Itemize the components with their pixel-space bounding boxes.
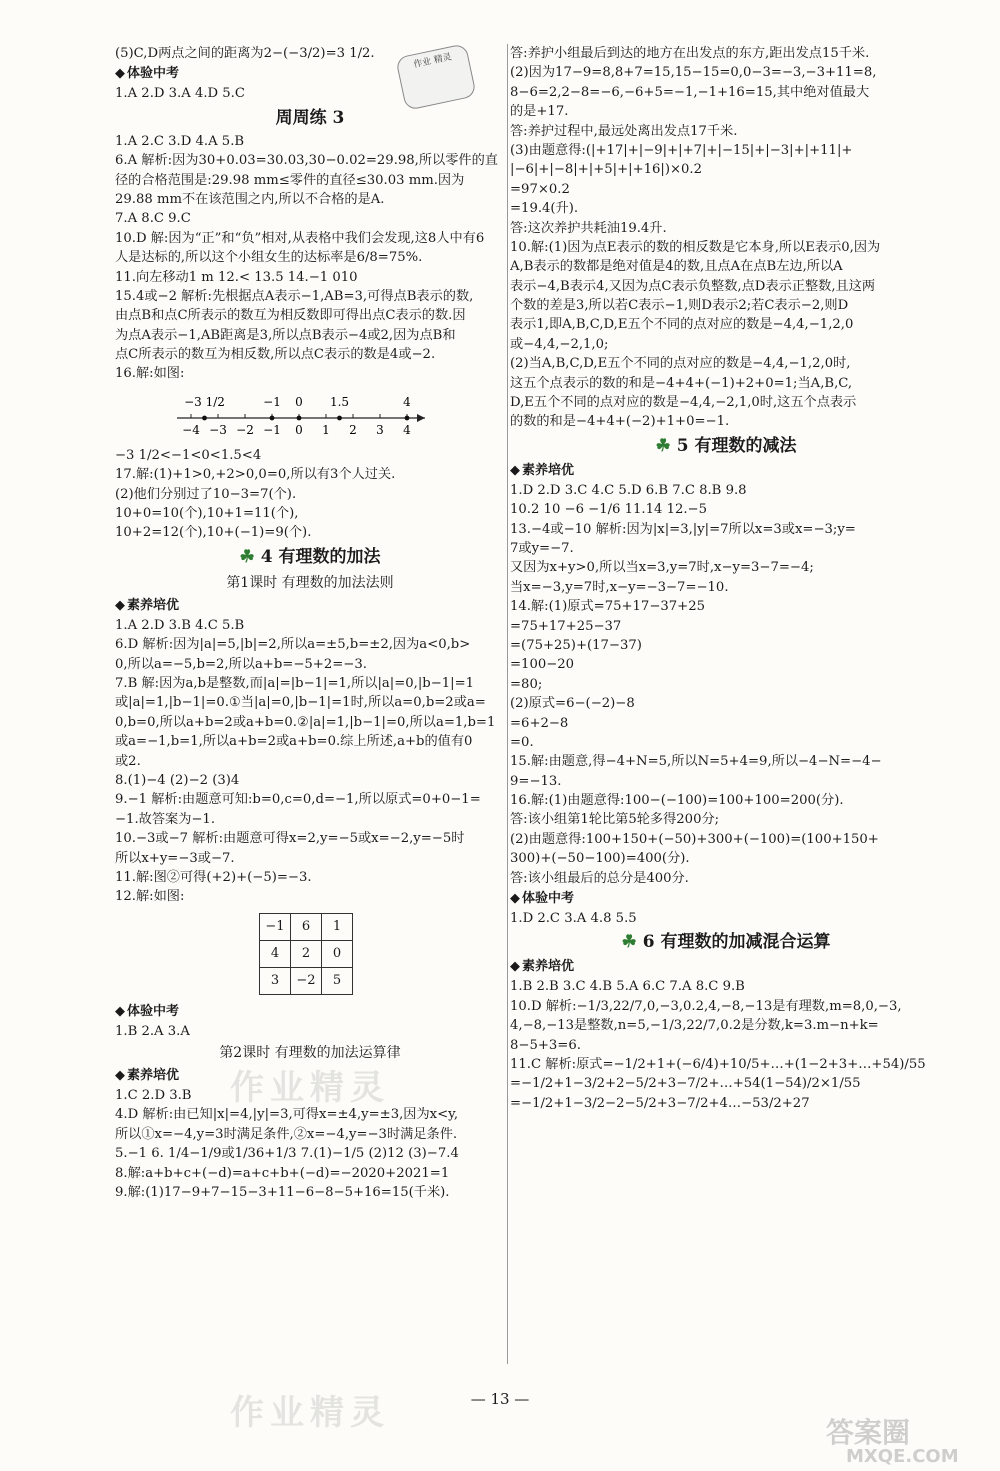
answer-text: 为点A表示−1,AB距离是3,所以点B表示−4或2,因为点B和 (115, 327, 456, 343)
grid-cell: 1 (322, 913, 353, 940)
answer-text: 1.D 2.D 3.C 4.C 5.D 6.B 7.C 8.B 9.8 (510, 482, 747, 498)
answer-line (510, 869, 942, 888)
answer-text: 表示1,即A,B,C,D,E五个不同的点对应的数是−4,4,−1,2,0 (510, 317, 854, 333)
subsection-label (510, 956, 942, 977)
tick-label: 1 (322, 422, 330, 437)
subsection-label-text: 素养培优 (522, 462, 575, 478)
grid-cell: 5 (322, 967, 353, 994)
answer-text: 16.解:(1)由题意得:100−(−100)=100+100=200(分). (510, 793, 844, 809)
answer-text: 或−4,4,−2,1,0; (510, 336, 609, 352)
answer-text: 8−6=2,2−8=−6,−6+5=−1,−1+16=15,其中绝对值最大 (510, 84, 870, 100)
answer-line (115, 752, 505, 771)
tick-label: 0 (295, 422, 303, 437)
answer-text: |−6|+|−8|+|+5|+|+16|)×0.2 (510, 162, 703, 178)
logo-text: MXQE.COM (846, 1446, 959, 1465)
site-logo (816, 1410, 996, 1465)
answer-line (510, 1094, 942, 1113)
answer-text: 7.A 8.C 9.C (115, 211, 191, 227)
answer-line (510, 63, 942, 82)
tick-label: 2 (349, 422, 357, 437)
answer-line (115, 732, 505, 751)
point-label: −1 (263, 394, 281, 409)
answer-text: =(75+25)+(17−37) (510, 637, 642, 653)
answer-text: 15.解:由题意,得−4+N=5,所以N=5+4=9,所以−4−N=−4− (510, 754, 882, 770)
svg-text:答案圈: 答案圈 (826, 1416, 911, 1449)
answer-text: 或2. (115, 753, 141, 769)
answer-line (510, 675, 942, 694)
answer-line (510, 578, 942, 597)
grid-cell: 3 (260, 967, 291, 994)
answer-text: 16.解:如图: (115, 366, 185, 382)
answer-text: 1.D 2.C 3.A 4.8 5.5 (510, 911, 637, 927)
answer-text: 17.解:(1)+1>0,+2>0,0=0,所以有3个人过关. (115, 467, 396, 483)
answer-line (510, 354, 942, 373)
right-column (510, 44, 942, 1113)
answer-line (510, 122, 942, 141)
answer-text: 1.A 2.D 3.B 4.C 5.B (115, 617, 245, 633)
arrow-right-icon (417, 414, 425, 422)
subsection-label-text: 体验中考 (127, 66, 180, 82)
answer-text: 或|a|=1,|b−1|=0.①当|a|=0,|b−1|=1时,所以a=0,b=2或a= (115, 695, 486, 711)
section-heading-text: 5 有理数的减法 (676, 435, 797, 456)
answer-text: 11.C 解析:原式=−1/2+1+(−6/4)+10/5+…+(1−2+3+…+54)/55 (510, 1056, 926, 1072)
answer-line (510, 997, 942, 1016)
answer-line (510, 315, 942, 334)
answer-line (510, 219, 942, 238)
answer-line (115, 829, 505, 848)
tick-label: −2 (236, 422, 254, 437)
number-point (297, 415, 302, 420)
point-label: 4 (403, 394, 411, 409)
answer-line (115, 693, 505, 712)
answer-line (510, 558, 942, 577)
tick-label: −1 (263, 422, 281, 437)
answer-line (115, 790, 505, 809)
answer-line (510, 393, 942, 412)
answer-text: 300)+(−50−100)=400(分). (510, 851, 690, 867)
number-line-figure (115, 384, 505, 446)
answer-line (510, 500, 942, 519)
answer-line (115, 887, 505, 906)
answer-line (510, 296, 942, 315)
answer-line (115, 655, 505, 674)
answer-text: 15.4或−2 解析:先根据点A表示−1,AB=3,可得点B表示的数, (115, 288, 474, 304)
answer-line (510, 257, 942, 276)
answer-line (115, 326, 505, 345)
number-point (337, 415, 342, 420)
grid-cell: 0 (322, 940, 353, 967)
answer-text: −1.故答案为−1. (115, 811, 216, 827)
answer-line (510, 714, 942, 733)
tick-label: −3 (209, 422, 227, 437)
answer-text: 7.B 解:因为a,b是整数,而|a|=|b−1|=1,所以|a|=0,|b−1|=1 (115, 675, 475, 691)
grid-cell: 6 (291, 913, 322, 940)
answer-text: 答:该小组最后的总分是400分. (510, 870, 689, 886)
subsection-label-text: 体验中考 (522, 891, 575, 907)
answer-line (510, 335, 942, 354)
answer-text: 1.A 2.C 3.D 4.A 5.B (115, 133, 245, 149)
left-column (115, 44, 505, 1202)
answer-line (510, 141, 942, 160)
subsection-label (510, 460, 942, 481)
answer-line (510, 44, 942, 63)
answer-text: 所以x+y=−3或−7. (115, 850, 235, 866)
answer-line (510, 1074, 942, 1093)
answer-text: 9.解:(1)17−9+7−15−3+11−6−8−5+16=15(千米). (115, 1185, 450, 1201)
answer-line (510, 791, 942, 810)
answer-text: 个数的差是3,所以若C表示−1,则D表示2;若C表示−2,则D (510, 298, 849, 314)
subsection-label-text: 素养培优 (127, 597, 180, 613)
diamond-icon: ◆ (510, 462, 520, 478)
answer-line (510, 772, 942, 791)
lesson-subheading-text: 第2课时 有理数的加法运算律 (219, 1045, 401, 1062)
number-point (270, 415, 275, 420)
leaf-icon: ☘ (239, 546, 255, 567)
answer-text: =19.4(升). (510, 201, 579, 217)
answer-line (510, 277, 942, 296)
answer-text: 由点B和点C所表示的数互为相反数即可得出点C表示的数.因 (115, 308, 466, 324)
diamond-icon: ◆ (510, 959, 520, 975)
answer-text: =−1/2+1−3/2−2−5/2+3−7/2+4…−53/2+27 (510, 1095, 810, 1111)
diamond-icon: ◆ (115, 1003, 125, 1019)
answer-line (115, 849, 505, 868)
answer-text: 8.解:a+b+c+(−d)=a+c+b+(−d)=−2020+2021=1 (115, 1165, 450, 1181)
answer-line (115, 171, 505, 190)
watermark: 作业精灵 (230, 1068, 390, 1108)
answer-line (115, 868, 505, 887)
answer-text: 5.−1 6. 1/4−1/9或1/36+1/3 7.(1)−1/5 (2)12 (3)−7.4 (115, 1146, 459, 1162)
answer-line (510, 655, 942, 674)
answer-text: 10+0=10(个),10+1=11(个), (115, 506, 299, 522)
answer-line (115, 674, 505, 693)
answer-text: D,E五个不同的点对应的数是−4,4,−2,1,0时,这五个点表示 (510, 395, 857, 411)
stamp-badge: 作业 精灵 (395, 43, 477, 111)
answer-line (510, 636, 942, 655)
answer-text: 1.C 2.D 3.B (115, 1088, 192, 1104)
answer-line (115, 635, 505, 654)
magic-square-grid (259, 913, 353, 995)
answer-line (510, 617, 942, 636)
answer-text: 径的合格范围是:29.98 mm≤零件的直径≤30.03 mm.因为 (115, 172, 465, 188)
answer-text: 13.−4或−10 解析:因为|x|=3,|y|=7所以x=3或x=−3;y= (510, 521, 856, 537)
answer-line (115, 132, 505, 151)
answer-text: 表示−4,B表示4,又因为点C表示负整数,点D表示正整数,且这两 (510, 278, 876, 294)
leaf-icon: ☘ (655, 435, 671, 456)
answer-line (115, 1022, 505, 1041)
answer-line (510, 810, 942, 829)
number-point (405, 415, 410, 420)
answer-text: 人是达标的,所以这个小组女生的达标率是6/8=75%. (115, 250, 423, 266)
answer-line (510, 977, 942, 996)
answer-line (115, 616, 505, 635)
point-label: 0 (295, 394, 303, 409)
answer-text: =6+2−8 (510, 715, 569, 731)
answer-text: (2)原式=6−(−2)−8 (510, 696, 635, 712)
answer-line (510, 481, 942, 500)
answer-line (115, 1183, 505, 1202)
answer-text: A,B表示的数都是绝对值是4的数,且点A在点B左边,所以A (510, 259, 843, 275)
answer-line (115, 504, 505, 523)
answer-text: 10.2 10 −6 −1/6 11.14 12.−5 (510, 502, 707, 518)
answer-line (115, 306, 505, 325)
page-number: — 13 — (470, 1390, 530, 1408)
answer-text: 7或y=−7. (510, 540, 574, 556)
answer-line (115, 190, 505, 209)
answer-line (115, 364, 505, 383)
answer-text: 或a=−1,b=1,所以a+b=2或a+b=0.综上所述,a+b的值有0 (115, 734, 473, 750)
tick-label: 4 (403, 422, 411, 437)
answer-line (115, 771, 505, 790)
answer-line (115, 1164, 505, 1183)
answer-text: 11.解:图②可得(+2)+(−5)=−3. (115, 869, 312, 885)
answer-text: (2)他们分别过了10−3=7(个). (115, 486, 297, 502)
diamond-icon: ◆ (115, 597, 125, 613)
answer-text: =75+17+25−37 (510, 618, 622, 634)
answer-line (510, 752, 942, 771)
answer-line (115, 268, 505, 287)
answer-line (510, 520, 942, 539)
answer-text: 29.88 mm不在该范围之内,所以不合格的是A. (115, 191, 385, 207)
answer-text: =100−20 (510, 657, 575, 673)
diamond-icon: ◆ (115, 66, 125, 82)
answer-line (510, 180, 942, 199)
tick-label: 3 (376, 422, 384, 437)
answer-line (115, 523, 505, 542)
answer-text: 1.A 2.D 3.A 4.D 5.C (115, 86, 245, 102)
answer-text: 10.D 解:因为“正”和“负”相对,从表格中我们会发现,这8人中有6 (115, 230, 485, 246)
answer-line (510, 597, 942, 616)
column-divider (507, 44, 508, 1364)
subsection-label (115, 595, 505, 616)
answer-line (510, 909, 942, 928)
answer-text: 9.−1 解析:由题意可知:b=0,c=0,d=−1,所以原式=0+0−1= (115, 792, 481, 808)
answer-text: 10.解:(1)因为点E表示的数的相反数是它本身,所以E表示0,因为 (510, 239, 881, 255)
number-line (115, 384, 435, 446)
answer-text: 4.D 解析:由已知|x|=4,|y|=3,可得x=±4,y=±3,因为x<y, (115, 1107, 459, 1123)
answer-line (115, 229, 505, 248)
answer-text: (2)当A,B,C,D,E五个不同的点对应的数是−4,4,−1,2,0时, (510, 356, 851, 372)
answer-text: 12.解:如图: (115, 889, 185, 905)
answer-line (510, 694, 942, 713)
answer-text: 6.D 解析:因为|a|=5,|b|=2,所以a=±5,b=±2,因为a<0,b> (115, 637, 471, 653)
answer-line (510, 849, 942, 868)
answer-line (115, 713, 505, 732)
diamond-icon: ◆ (115, 1068, 125, 1084)
answer-text: 14.解:(1)原式=75+17−37+25 (510, 599, 705, 615)
answer-line (115, 1144, 505, 1163)
diamond-icon: ◆ (510, 891, 520, 907)
answer-text: 1.B 2.A 3.A (115, 1023, 190, 1039)
answer-line (115, 485, 505, 504)
section-heading (115, 104, 505, 132)
answer-line (510, 1016, 942, 1035)
grid-cell: 4 (260, 940, 291, 967)
section-heading (510, 928, 942, 956)
answer-line (510, 1036, 942, 1055)
answer-text: =97×0.2 (510, 181, 570, 197)
answer-text: 的数的和是−4+4+(−2)+1+0=−1. (510, 414, 730, 430)
answer-line (115, 248, 505, 267)
section-heading-text: 4 有理数的加法 (260, 546, 381, 567)
answer-text: 点C所表示的数互为相反数,所以点C表示的数是4或−2. (115, 347, 436, 363)
answer-text: 8−5+3=6. (510, 1037, 581, 1053)
subsection-label-text: 素养培优 (127, 1068, 180, 1084)
answer-line (510, 160, 942, 179)
section-heading (510, 432, 942, 460)
answer-line (510, 102, 942, 121)
answer-line (510, 83, 942, 102)
answer-text: 10+2=12(个),10+(−1)=9(个). (115, 525, 312, 541)
answer-text: 当x=−3,y=7时,x−y=−3−7=−10. (510, 579, 729, 595)
answer-text: 11.向左移动1 m 12.< 13.5 14.−1 010 (115, 269, 358, 285)
answer-text: 0,b=0,所以a+b=2或a+b=0.②|a|=1,|b−1|=0,所以a=1,b=1 (115, 714, 496, 730)
answer-text: 答:这次养护共耗油19.4升. (510, 220, 667, 236)
subsection-label-text: 体验中考 (127, 1003, 180, 1019)
answer-line (115, 345, 505, 364)
subsection-label (510, 888, 942, 909)
answer-text: 答:该小组第1轮比第5轮多得200分; (510, 812, 720, 828)
answer-text: −3 1/2<−1<0<1.5<4 (115, 447, 262, 463)
answer-line (510, 830, 942, 849)
answer-line (115, 287, 505, 306)
answer-text: 的是+17. (510, 104, 569, 120)
answer-text: 10.D 解析:−1/3,22/7,0,−3,0.2,4,−8,−13是有理数,m=8,0,−3, (510, 998, 902, 1014)
grid-cell: −2 (291, 967, 322, 994)
subsection-label-text: 素养培优 (522, 959, 575, 975)
section-heading (115, 543, 505, 571)
answer-line (510, 238, 942, 257)
answer-line (510, 199, 942, 218)
lesson-subheading (115, 571, 505, 595)
grid-cell: −1 (260, 913, 291, 940)
answer-line (510, 374, 942, 393)
section-heading-text: 周周练 3 (275, 107, 345, 128)
answer-line (115, 446, 505, 465)
answer-text: 这五个点表示的数的和是−4+4+(−1)+2+0=1;当A,B,C, (510, 375, 853, 391)
answer-line (510, 1055, 942, 1074)
answer-line (115, 810, 505, 829)
answer-line (115, 1125, 505, 1144)
answer-line (510, 733, 942, 752)
point-label: −3 1/2 (184, 394, 225, 409)
answer-line (115, 151, 505, 170)
answer-text: 9=−13. (510, 773, 562, 789)
answer-text: =−1/2+1−3/2+2−5/2+3−7/2+…+54(1−54)/2×1/55 (510, 1076, 861, 1092)
answer-text: (3)由题意得:(|+17|+|−9|+|+7|+|−15|+|−3|+|+11|+ (510, 142, 853, 158)
section-heading-text: 6 有理数的加减混合运算 (642, 932, 831, 953)
answer-text: 答:养护过程中,最远处离出发点17千米. (510, 123, 738, 139)
answer-text: 4,−8,−13是整数,n=5,−1/3,22/7,0.2是分数,k=3.m−n+k= (510, 1018, 879, 1034)
subsection-label (115, 1001, 505, 1022)
answer-text: (2)因为17−9=8,8+7=15,15−15=0,0−3=−3,−3+11=8, (510, 65, 877, 81)
answer-text: 0,所以a=−5,b=2,所以a+b=−5+2=−3. (115, 656, 367, 672)
answer-text: 10.−3或−7 解析:由题意可得x=2,y=−5或x=−2,y=−5时 (115, 831, 465, 847)
answer-line (115, 465, 505, 484)
answer-text: 答:养护小组最后到达的地方在出发点的东方,距出发点15千米. (510, 46, 870, 61)
lesson-subheading-text: 第1课时 有理数的加法法则 (226, 574, 394, 591)
leaf-icon: ☘ (621, 932, 637, 953)
answer-line (510, 412, 942, 431)
tick-label: −4 (182, 422, 200, 437)
answer-line (115, 209, 505, 228)
answer-text: (5)C,D两点之间的距离为2−(−3/2)=3 1/2. (115, 46, 375, 61)
watermark-bottom: 作业精灵 (230, 1393, 390, 1433)
answer-line (510, 539, 942, 558)
answer-text: 又因为x+y>0,所以当x=3,y=7时,x−y=3−7=−4; (510, 560, 814, 576)
answer-text: 8.(1)−4 (2)−2 (3)4 (115, 772, 240, 788)
answer-text: =0. (510, 734, 534, 750)
number-point (202, 415, 207, 420)
grid-cell: 2 (291, 940, 322, 967)
point-label: 1.5 (329, 394, 350, 409)
answer-text: 1.B 2.B 3.C 4.B 5.A 6.C 7.A 8.C 9.B (510, 979, 745, 995)
answer-text: 6.A 解析:因为30+0.03=30.03,30−0.02=29.98,所以零件的直 (115, 153, 498, 169)
answer-text: =80; (510, 676, 543, 692)
answer-text: (2)由题意得:100+150+(−50)+300+(−100)=(100+150+ (510, 831, 879, 847)
answer-text: 所以①x=−4,y=3时满足条件,②x=−4,y=−3时满足条件. (115, 1126, 458, 1142)
